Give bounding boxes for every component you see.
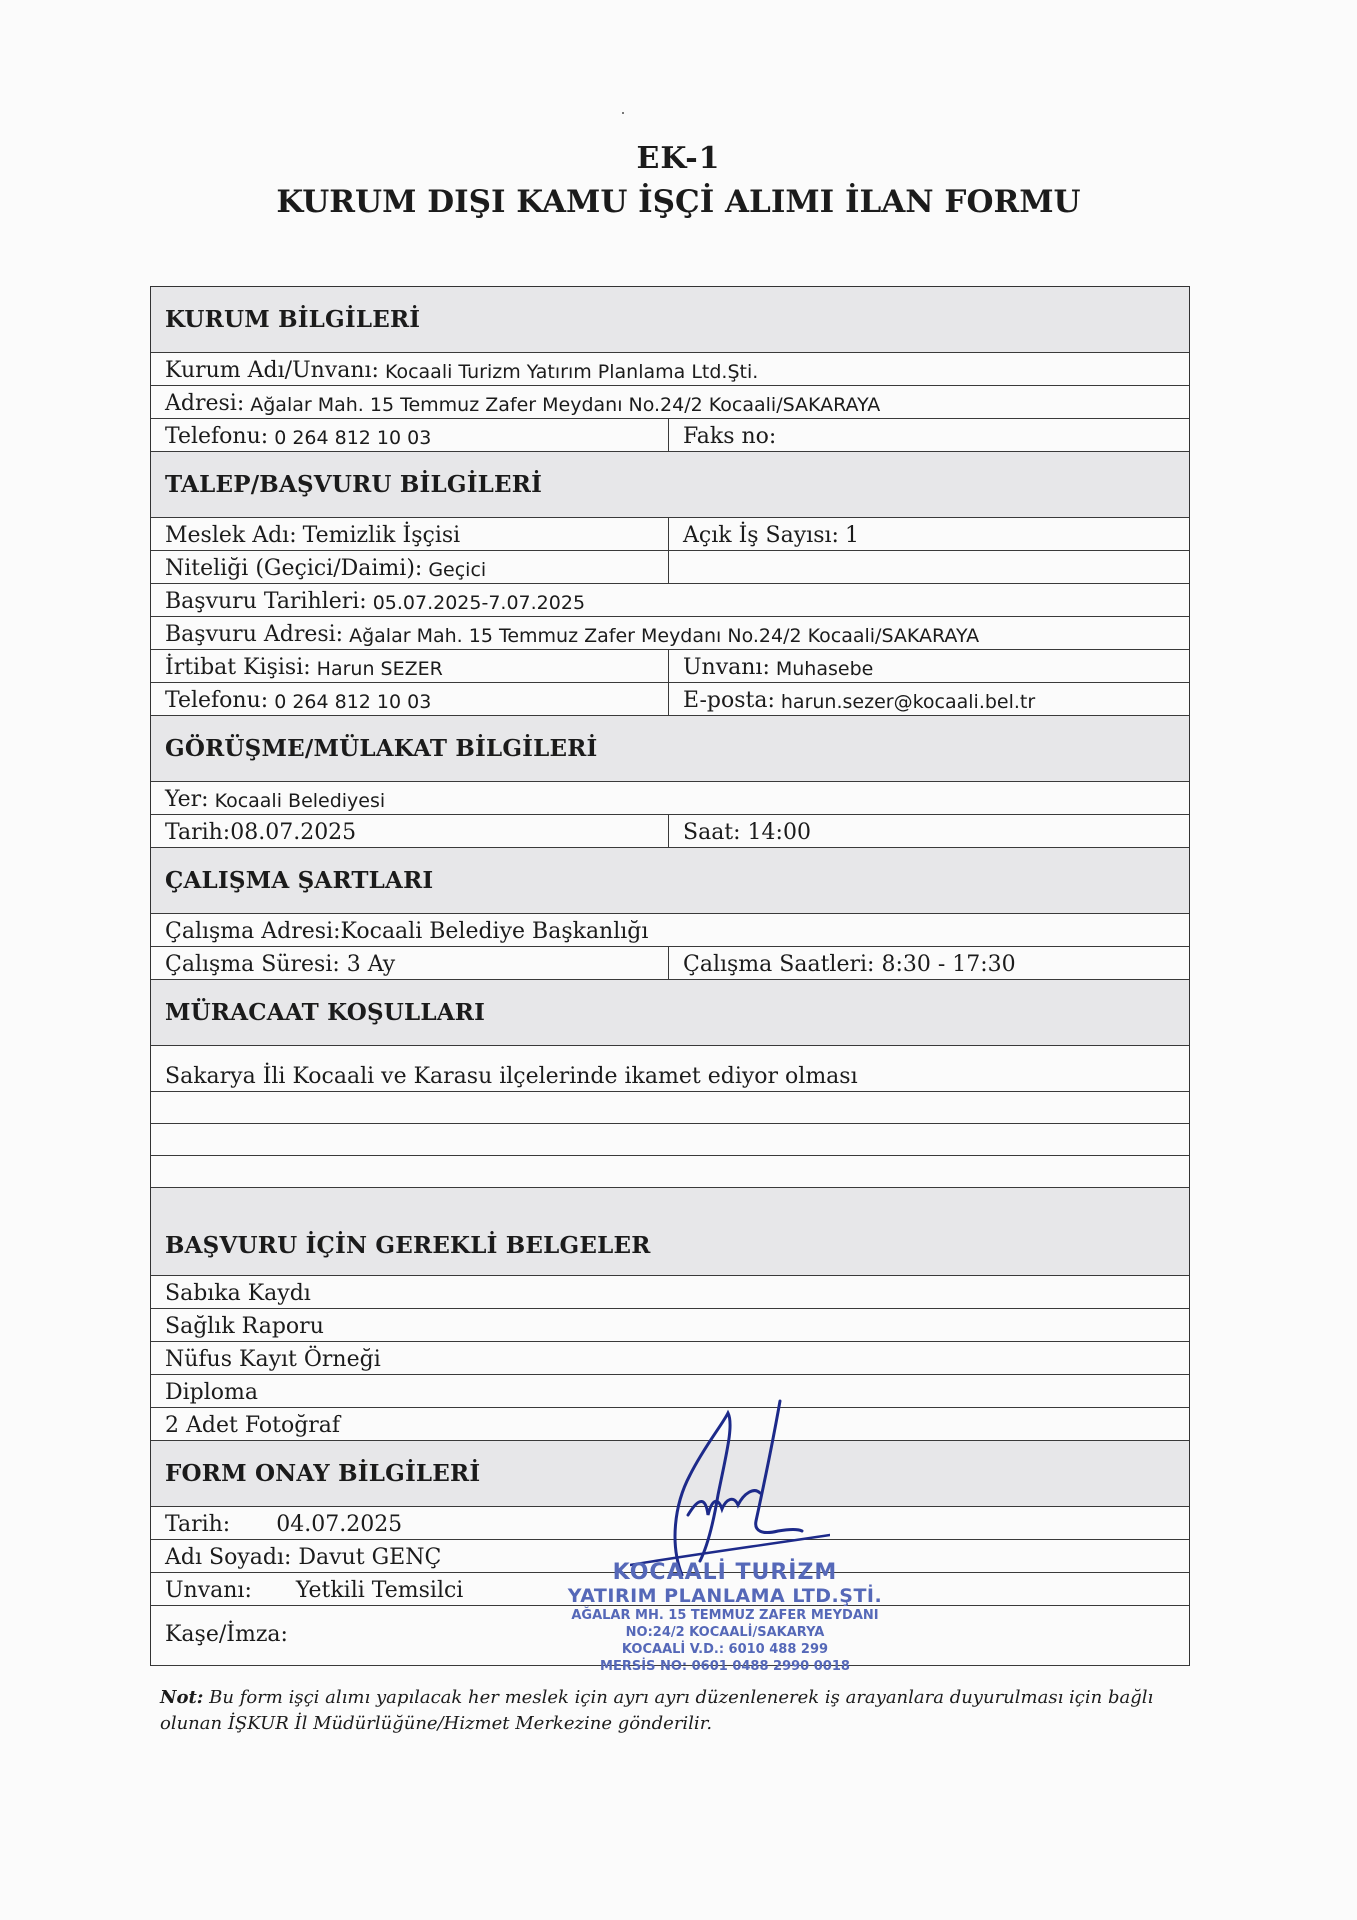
talep-telefon-value: 0 264 812 10 03 [274,691,432,713]
stamp-line: KOCAALİ TURİZM [612,1560,838,1585]
gorusme-tarih: Tarih:08.07.2025 [165,820,357,845]
section-title: BAŞVURU İÇİN GEREKLİ BELGELER [165,1232,651,1259]
kurum-telefon-row [151,419,1189,452]
section-title: KURUM BİLGİLERİ [165,306,421,333]
yer-row [151,782,1189,815]
kurum-ad-value: Kocaali Turizm Yatırım Planlama Ltd.Şti. [384,361,759,383]
field-label: Kurum Adı/Unvanı: [165,358,379,383]
signature-image [630,1395,830,1585]
document-header [0,140,1357,224]
empty-row [151,1092,1189,1124]
section-muracaat [151,980,1189,1046]
section-title: MÜRACAAT KOŞULLARI [165,999,486,1026]
field-label: Niteliği (Geçici/Daimi): [165,556,423,581]
basvuru-adres-value: Ağalar Mah. 15 Temmuz Zafer Meydanı No.24/2 Kocaali/SAKARAYA [349,625,980,647]
basvuru-adres-row [151,617,1189,650]
stamp-line: MERSİS NO: 0601 0488 2990 0018 [600,1659,850,1674]
field-label: Başvuru Adresi: [165,622,344,647]
kurum-telefon-value: 0 264 812 10 03 [274,427,432,449]
document-title: KURUM DIŞI KAMU İŞÇİ ALIMI İLAN FORMU [276,184,1081,220]
gorusme-saat: Saat: 14:00 [683,820,811,845]
field-label: Unvanı: [165,1578,252,1603]
kosul-row [151,1046,1189,1092]
belge-item: Nüfus Kayıt Örneği [165,1347,381,1372]
section-title: TALEP/BAŞVURU BİLGİLERİ [165,471,543,498]
stamp-line: AĞALAR MH. 15 TEMMUZ ZAFER MEYDANI [571,1608,879,1623]
irtibat-row [151,650,1189,683]
irtibat-value: Harun SEZER [316,658,443,680]
kurum-ad-row [151,353,1189,386]
gorusme-tarih-row [151,815,1189,848]
stamp-line: YATIRIM PLANLAMA LTD.ŞTİ. [567,1585,883,1607]
meslek-value: Temizlik İşçisi [302,523,461,548]
field-label: Açık İş Sayısı: [683,523,839,548]
eposta-value: harun.sezer@kocaali.bel.tr [780,691,1036,713]
belge-item: 2 Adet Fotoğraf [165,1413,341,1438]
basvuru-tarih-row [151,584,1189,617]
note-label: Not: [160,1687,204,1708]
meslek-row [151,518,1189,551]
yer-value: Kocaali Belediyesi [214,790,386,812]
calisma-adres-row [151,914,1189,947]
field-label: Adresi: [165,391,245,416]
note-text: Bu form işçi alımı yapılacak her meslek için ayrı ayrı düzenlenerek iş arayanlara duyurulması için bağlı olunan İŞKUR İl Müdürlüğüne/Hizmet Merkezine gönderilir. [160,1687,1154,1734]
belge-item: Sağlık Raporu [165,1314,324,1339]
empty-row [151,1156,1189,1188]
kase-imza-label: Kaşe/İmza: [165,1622,288,1647]
belge-item: Sabıka Kaydı [165,1281,311,1306]
field-label: Başvuru Tarihleri: [165,589,367,614]
section-kurum [151,287,1189,353]
kurum-adres-value: Ağalar Mah. 15 Temmuz Zafer Meydanı No.24/2 Kocaali/SAKARAYA [250,394,881,416]
field-label: İrtibat Kişisi: [165,655,311,680]
belge-item: Diploma [165,1380,259,1405]
basvuru-tarih-value: 05.07.2025-7.07.2025 [372,592,586,614]
section-calisma [151,848,1189,914]
document-code: EK-1 [636,141,721,176]
company-stamp [555,1560,895,1675]
section-title: FORM ONAY BİLGİLERİ [165,1460,481,1487]
field-label: Unvanı: [683,655,770,680]
calisma-saat: Çalışma Saatleri: 8:30 - 17:30 [683,952,1016,977]
stamp-line: NO:24/2 KOCAALİ/SAKARYA [625,1625,825,1640]
section-talep [151,452,1189,518]
scan-speck [622,112,624,114]
section-title: GÖRÜŞME/MÜLAKAT BİLGİLERİ [165,735,598,762]
onay-tarih-value: 04.07.2025 [276,1512,403,1537]
muracaat-kosul: Sakarya İli Kocaali ve Karasu ilçelerinde ikamet ediyor olması [165,1064,858,1089]
belge-row [151,1309,1189,1342]
onay-unvan-value: Yetkili Temsilci [295,1578,464,1603]
section-gorusme [151,716,1189,782]
talep-iletisim-row [151,683,1189,716]
footnote [160,1685,1220,1737]
belge-row [151,1276,1189,1309]
calisma-sure-row [151,947,1189,980]
calisma-adres: Çalışma Adresi:Kocaali Belediye Başkanlığı [165,919,649,944]
field-label: Telefonu: [165,424,269,449]
calisma-sure: Çalışma Süresi: 3 Ay [165,952,396,977]
field-label: Telefonu: [165,688,269,713]
onay-adsoyad: Adı Soyadı: Davut GENÇ [165,1545,442,1570]
unvan-value: Muhasebe [775,658,874,680]
stamp-line: KOCAALİ V.D.: 6010 488 299 [621,1642,829,1657]
field-label: Yer: [165,787,209,812]
belge-row [151,1342,1189,1375]
field-label: E-posta: [683,688,775,713]
empty-row [151,1124,1189,1156]
section-belgeler [151,1188,1189,1276]
nitelik-value: Geçici [428,559,487,581]
nitelik-row [151,551,1189,584]
kurum-adres-row [151,386,1189,419]
field-label: Tarih: [165,1512,231,1537]
field-label: Meslek Adı: [165,523,297,548]
acik-is-value: 1 [844,523,859,548]
section-title: ÇALIŞMA ŞARTLARI [165,867,434,894]
faks-label: Faks no: [683,424,777,449]
